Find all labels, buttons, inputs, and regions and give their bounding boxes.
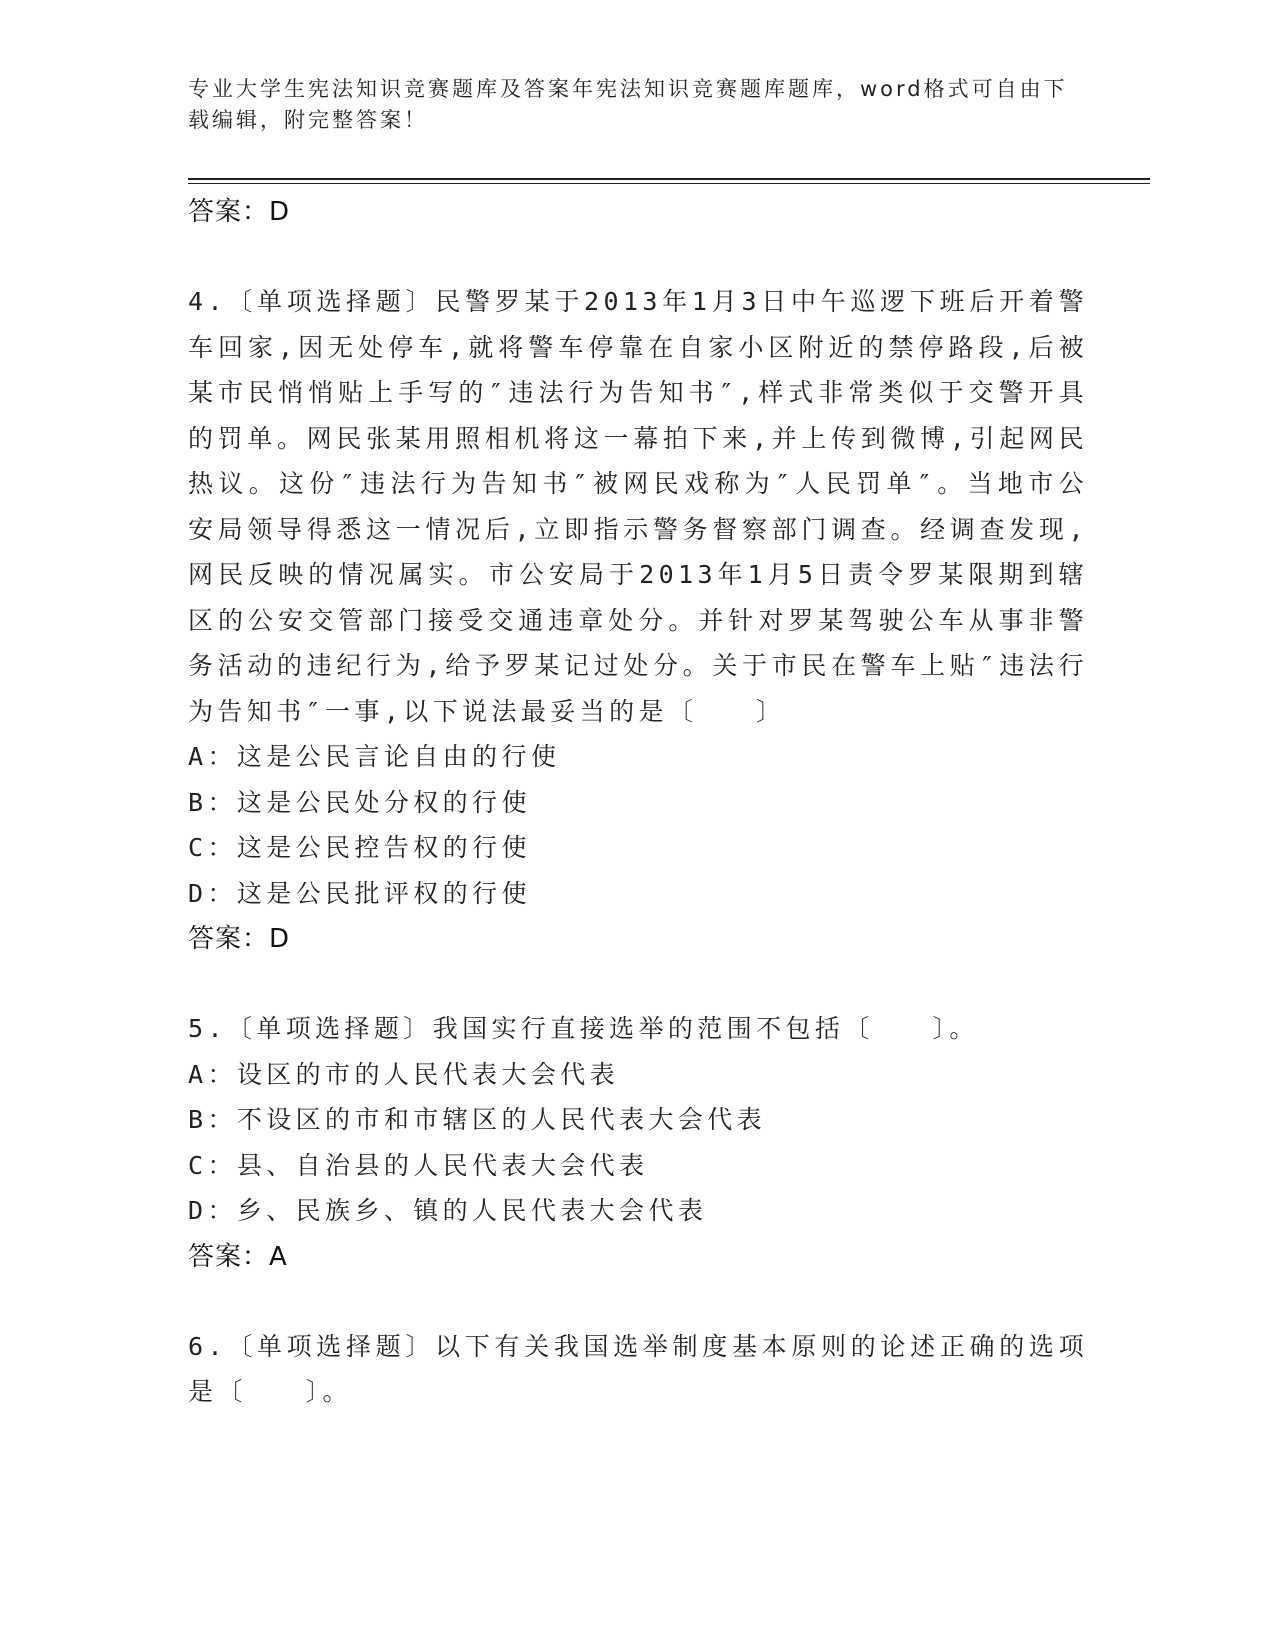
question-text: 4.〔单项选择题〕民警罗某于2013年1月3日中午巡逻下班后开着警车回家,因无处停车,就将警车停靠在自家小区附近的禁停路段,后被某市民悄悄贴上手写的″违法行为告知书″,样式非常类似于交警开具的罚单。网民张某用照相机将这一幕拍下来,并上传到微博,引起网民热议。这份″违法行为告知书″被网民戏称为″人民罚单″。当地市公安局领导得悉这一情况后,立即指示警务督察部门调查。经调查发现,网民反映的情况属实。市公安局于2013年1月5日责令罗某限期到辖区的公安交管部门接受交通违章处分。并针对罗某驾驶公车从事非警务活动的违纪行为,给予罗某记过处分。关于市民在警车上贴″违法行为告知书″一事,以下说法最妥当的是〔 〕 <box>188 287 1088 726</box>
answer-line <box>188 916 1088 962</box>
option-a: A：这是公民言论自由的行使 <box>188 742 561 771</box>
answer-label: 答案： <box>188 197 270 227</box>
answer-value: D <box>269 197 291 227</box>
header-divider-thin <box>188 183 1150 184</box>
spacer <box>188 235 1088 279</box>
answer-label: 答案： <box>188 924 270 954</box>
header-divider-thick <box>188 178 1150 180</box>
option-d: D：乡、民族乡、镇的人民代表大会代表 <box>188 1196 708 1225</box>
answer-value: D <box>269 924 291 954</box>
option-a: A：设区的市的人民代表大会代表 <box>188 1059 620 1089</box>
answer-line <box>188 1234 1088 1280</box>
spacer <box>188 962 1088 1006</box>
option-d: D：这是公民批评权的行使 <box>188 878 531 908</box>
question-text: 6.〔单项选择题〕以下有关我国选举制度基本原则的论述正确的选项是〔 〕。 <box>188 1331 1088 1406</box>
answer-line <box>188 189 1088 235</box>
option-b: B：不设区的市和市辖区的人民代表大会代表 <box>188 1105 767 1134</box>
option-c: C：县、自治县的人民代表大会代表 <box>188 1150 649 1180</box>
document-body <box>188 189 1088 1415</box>
answer-label: 答案： <box>188 1241 270 1272</box>
option-c: C：这是公民控告权的行使 <box>188 833 531 862</box>
document-header: 专业大学生宪法知识竞赛题库及答案年宪法知识竞赛题库题库，word格式可自由下载编辑，附完整答案！ <box>188 77 1068 132</box>
option-b: B：这是公民处分权的行使 <box>188 787 531 817</box>
question-text: 5.〔单项选择题〕我国实行直接选举的范围不包括〔 〕。 <box>188 1014 979 1043</box>
answer-value: A <box>269 1241 288 1272</box>
spacer <box>188 1280 1088 1324</box>
